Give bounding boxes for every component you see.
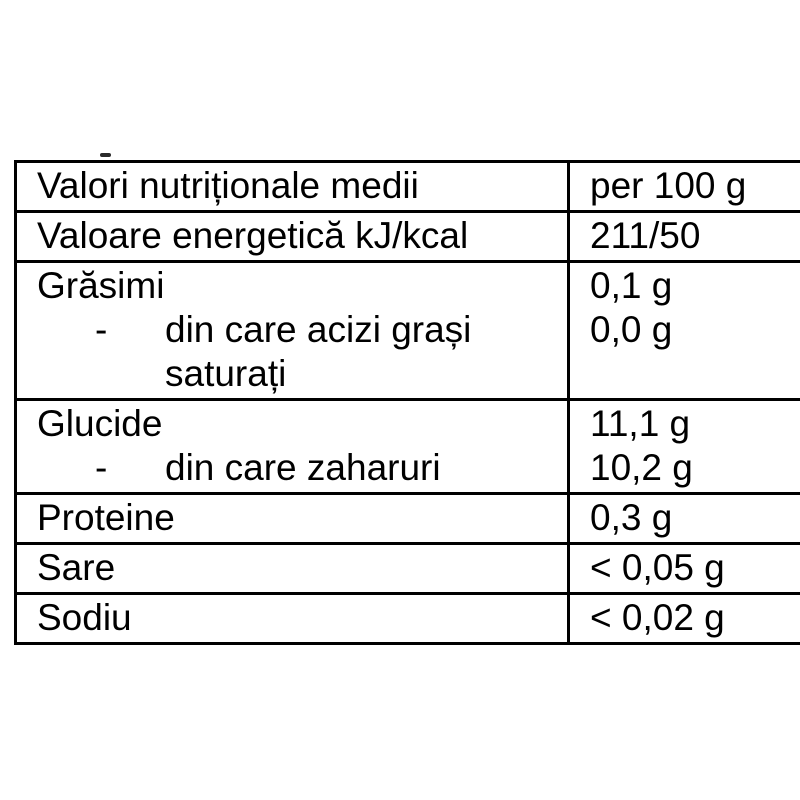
header-value-cell (569, 162, 800, 212)
fat-value: 0,1 g (590, 265, 673, 306)
list-dash: - (95, 309, 108, 350)
fat-value-cell (569, 262, 800, 400)
fat-sub-value: 0,0 g (590, 309, 673, 350)
carbs-value-cell (569, 400, 800, 494)
table-row-carbs (16, 400, 800, 494)
fat-label: Grăsimi (37, 265, 165, 306)
carbs-sub-label: din care zaharuri (165, 447, 441, 488)
sodium-label-cell (16, 594, 569, 644)
nutrition-table (14, 160, 800, 645)
carbs-sub-value: 10,2 g (590, 447, 693, 488)
energy-value-cell (569, 212, 800, 262)
carbs-sub-item (37, 446, 563, 490)
sodium-label: Sodiu (37, 597, 132, 638)
protein-label-cell (16, 494, 569, 544)
carbs-label: Glucide (37, 403, 163, 444)
carbs-label-cell (16, 400, 569, 494)
salt-value: < 0,05 g (590, 547, 725, 588)
table-row-salt (16, 544, 800, 594)
table-row-protein (16, 494, 800, 544)
energy-value: 211/50 (590, 215, 701, 256)
sodium-value: < 0,02 g (590, 597, 725, 638)
salt-label: Sare (37, 547, 116, 588)
protein-value: 0,3 g (590, 497, 673, 538)
protein-value-cell (569, 494, 800, 544)
fat-sub-label: din care acizi grași saturați (165, 309, 472, 394)
header-label-cell (16, 162, 569, 212)
header-value: per 100 g (590, 165, 747, 206)
stray-ink-mark (100, 153, 111, 157)
table-row-header (16, 162, 800, 212)
header-label: Valori nutriționale medii (37, 165, 419, 206)
fat-sub-item (37, 308, 563, 396)
energy-label: Valoare energetică kJ/kcal (37, 215, 469, 256)
list-dash: - (95, 447, 108, 488)
energy-label-cell (16, 212, 569, 262)
fat-label-cell (16, 262, 569, 400)
salt-label-cell (16, 544, 569, 594)
carbs-value: 11,1 g (590, 403, 691, 444)
salt-value-cell (569, 544, 800, 594)
sodium-value-cell (569, 594, 800, 644)
table-row-fat (16, 262, 800, 400)
table-row-sodium (16, 594, 800, 644)
protein-label: Proteine (37, 497, 175, 538)
table-row-energy (16, 212, 800, 262)
